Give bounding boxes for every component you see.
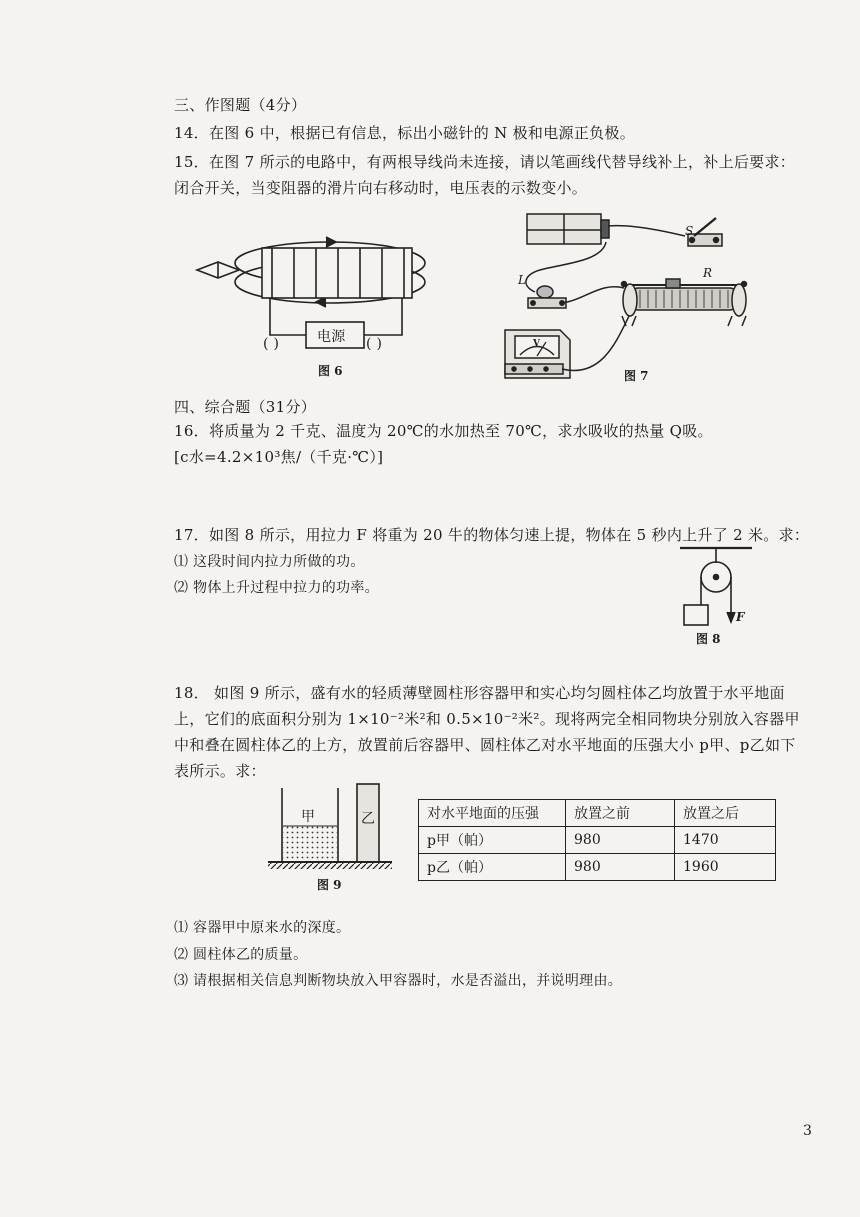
table-header: 放置之前 [566, 800, 675, 827]
figure-7-caption: 图 7 [624, 369, 649, 383]
voltmeter-label: V [533, 339, 540, 349]
page-number: 3 [803, 1123, 812, 1139]
table-row [419, 854, 776, 881]
figure-8-caption: 图 8 [696, 632, 721, 646]
right-terminal-blank: ( ) [366, 336, 383, 352]
table-header: 对水平地面的压强 [419, 800, 566, 827]
figure-6-caption: 图 6 [318, 364, 343, 378]
question-17-part1: ⑴ 这段时间内拉力所做的功。 [174, 554, 365, 570]
question-18-part2: ⑵ 圆柱体乙的质量。 [174, 947, 308, 963]
lamp-label: L [518, 273, 526, 287]
force-label: F [736, 610, 745, 624]
figure-9-caption: 图 9 [317, 878, 342, 892]
question-18-line3: 中和叠在圆柱体乙的上方，放置前后容器甲、圆柱体乙对水平地面的压强大小 p甲、p乙如下 [174, 736, 796, 754]
table-header: 放置之后 [675, 800, 776, 827]
table-header-row [419, 800, 776, 827]
question-15-line2: 闭合开关，当变阻器的滑片向右移动时，电压表的示数变小。 [174, 179, 588, 197]
question-18-part1: ⑴ 容器甲中原来水的深度。 [174, 920, 351, 936]
table-cell: 1960 [675, 854, 776, 881]
question-18-part3: ⑶ 请根据相关信息判断物块放入甲容器时，水是否溢出，并说明理由。 [174, 973, 623, 989]
question-17-line1: 17．如图 8 所示，用拉力 F 将重为 20 牛的物体匀速上提，物体在 5 秒内上升了 2 米。求： [174, 526, 810, 544]
question-16-line1: 16．将质量为 2 千克、温度为 20℃的水加热至 70℃，求水吸收的热量 Q吸。 [174, 422, 713, 440]
question-18-line2: 上，它们的底面积分别为 1×10⁻²米²和 0.5×10⁻²米²。现将两完全相同物块分别放入容器甲 [174, 710, 800, 728]
question-18-line1: 18． 如图 9 所示，盛有水的轻质薄壁圆柱形容器甲和实心均匀圆柱体乙均放置于水平地面 [174, 684, 785, 702]
section-heading-3: 三、作图题（4分） [174, 96, 307, 114]
table-cell: 980 [566, 854, 675, 881]
switch-label: S [685, 224, 694, 238]
power-source-label: 电源 [317, 329, 346, 345]
pressure-table [418, 799, 776, 881]
container-jia-label: 甲 [301, 809, 316, 825]
rheostat-label: R [703, 266, 713, 280]
cylinder-yi-label: 乙 [361, 811, 376, 827]
question-18-line4: 表所示。求： [174, 762, 266, 780]
table-cell: 1470 [675, 827, 776, 854]
question-14: 14．在图 6 中，根据已有信息，标出小磁针的 N 极和电源正负极。 [174, 124, 636, 142]
question-17-part2: ⑵ 物体上升过程中拉力的功率。 [174, 580, 379, 596]
table-cell: p乙（帕） [419, 854, 566, 881]
question-15-line1: 15．在图 7 所示的电路中，有两根导线尚未连接，请以笔画线代替导线补上，补上后要求： [174, 153, 796, 171]
table-row [419, 827, 776, 854]
table-cell: p甲（帕） [419, 827, 566, 854]
left-terminal-blank: ( ) [263, 336, 280, 352]
question-16-line2: [c水=4.2×10³焦/（千克·℃）] [174, 448, 384, 466]
section-heading-4: 四、综合题（31分） [174, 398, 317, 416]
table-cell: 980 [566, 827, 675, 854]
